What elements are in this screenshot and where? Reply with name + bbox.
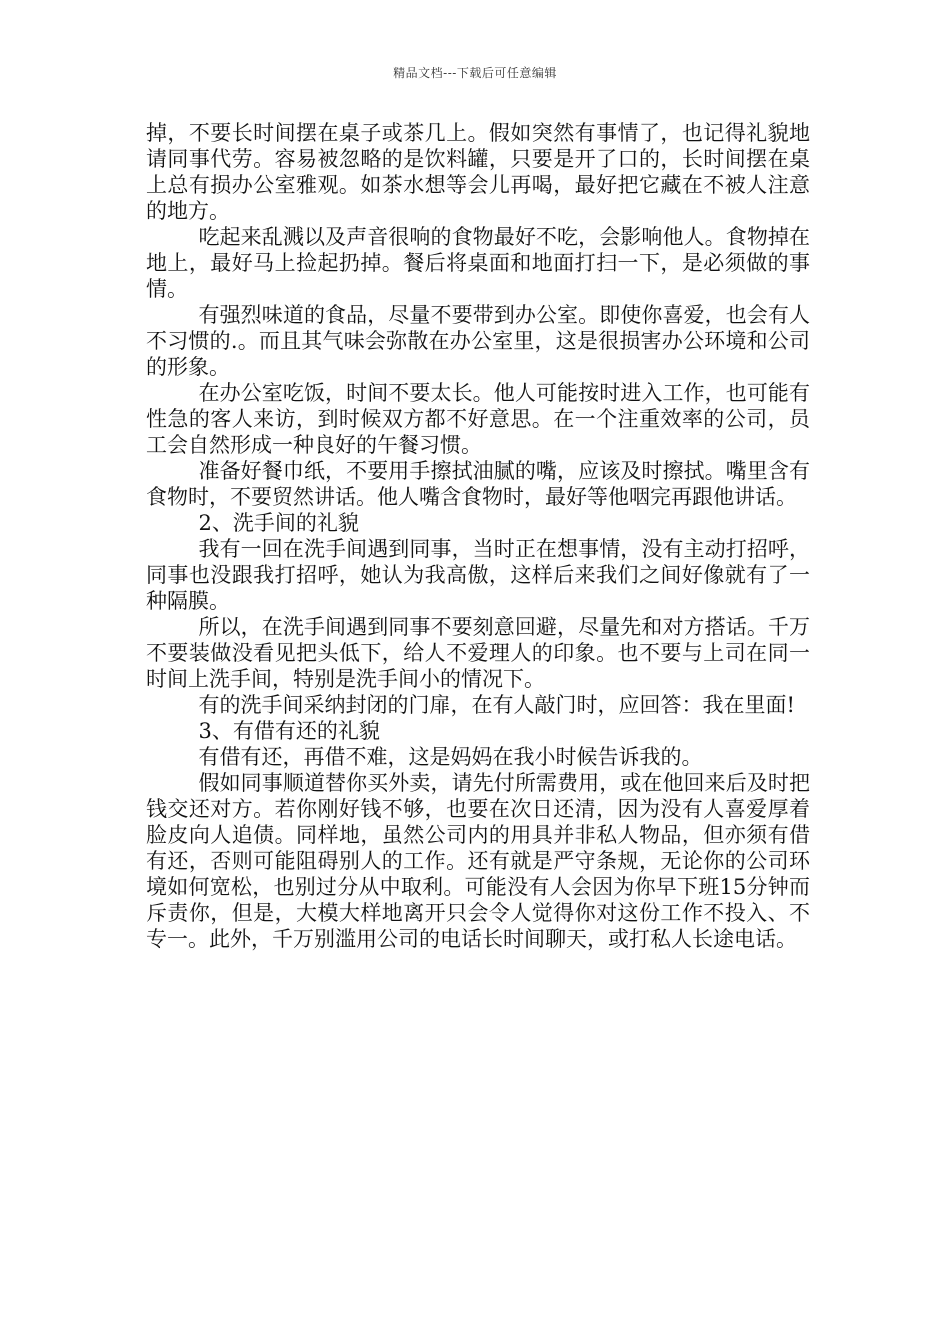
paragraph-1: 掉，不要长时间摆在桌子或茶几上。假如突然有事情了，也记得礼貌地请同事代劳。容易被忽略的是饮料罐，只要是开了口的，长时间摆在桌上总有损办公室雅观。如茶水想等会儿再喝，最好把它藏在不被人注意的地方。 bbox=[146, 121, 810, 223]
section-heading-2: 2、洗手间的礼貌 bbox=[198, 511, 359, 535]
paragraph-6: 我有一回在洗手间遇到同事，当时正在想事情，没有主动打招呼，同事也没跟我打招呼，她认为我高傲，这样后来我们之间好像就有了一种隔膜。 bbox=[146, 537, 810, 613]
paragraph-2: 吃起来乱溅以及声音很响的食物最好不吃，会影响他人。食物掉在地上，最好马上捡起扔掉。餐后将桌面和地面打扫一下，是必须做的事情。 bbox=[146, 225, 810, 301]
paragraph-5: 准备好餐巾纸，不要用手擦拭油腻的嘴，应该及时擦拭。嘴里含有食物时，不要贸然讲话。他人嘴含食物时，最好等他咽完再跟他讲话。 bbox=[146, 459, 810, 509]
paragraph-8: 有的洗手间采纳封闭的门扉，在有人敲门时，应回答：我在里面! bbox=[198, 693, 795, 717]
paragraph-3: 有强烈味道的食品，尽量不要带到办公室。即使你喜爱，也会有人不习惯的.。而且其气味会弥散在办公室里，这是很损害办公环境和公司的形象。 bbox=[146, 303, 810, 379]
page-header: 精品文档---下载后可任意编辑 bbox=[393, 66, 557, 80]
paragraph-9: 有借有还，再借不难，这是妈妈在我小时候告诉我的。 bbox=[198, 745, 703, 769]
paragraph-4: 在办公室吃饭，时间不要太长。他人可能按时进入工作，也可能有性急的客人来访，到时候双方都不好意思。在一个注重效率的公司，员工会自然形成一种良好的午餐习惯。 bbox=[146, 381, 810, 457]
section-heading-3: 3、有借有还的礼貌 bbox=[198, 719, 380, 743]
document-body bbox=[146, 120, 810, 952]
paragraph-7: 所以，在洗手间遇到同事不要刻意回避，尽量先和对方搭话。千万不要装做没看见把头低下，给人不爱理人的印象。也不要与上司在同一时间上洗手间，特别是洗手间小的情况下。 bbox=[146, 615, 810, 691]
paragraph-10: 假如同事顺道替你买外卖，请先付所需费用，或在他回来后及时把钱交还对方。若你刚好钱不够，也要在次日还清，因为没有人喜爱厚着脸皮向人追债。同样地，虽然公司内的用具并非私人物品，但亦须有借有还，否则可能阻碍别人的工作。还有就是严守条规，无论你的公司环境如何宽松，也别过分从中取利。可能没有人会因为你早下班15分钟而斥责你，但是，大模大样地离开只会令人觉得你对这份工作不投入、不专一。此外，千万别滥用公司的电话长时间聊天，或打私人长途电话。 bbox=[146, 771, 810, 951]
